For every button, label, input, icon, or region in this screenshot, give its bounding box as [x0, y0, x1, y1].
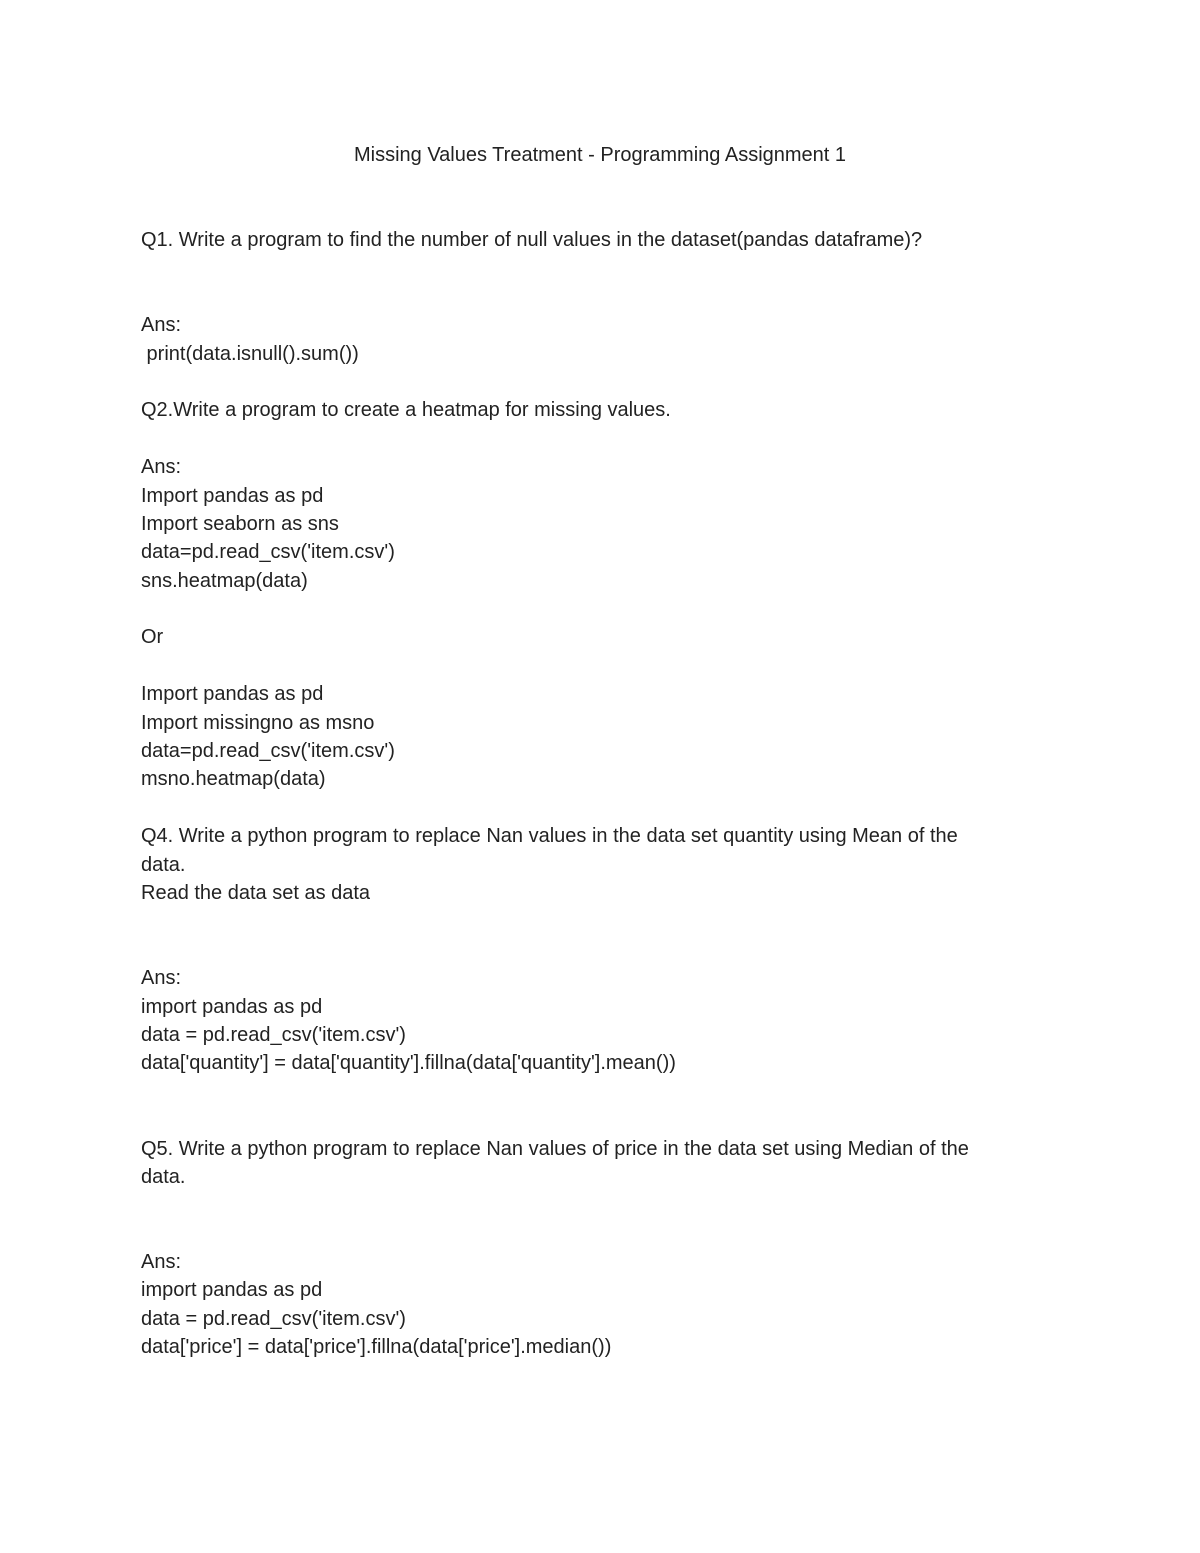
- blank-line: [141, 794, 1041, 822]
- text-line: Or: [141, 626, 164, 649]
- text-line: data=pd.read_csv('item.csv'): [141, 740, 395, 763]
- text-line: Q1. Write a program to find the number of null values in the dataset(pandas dataframe)?: [141, 229, 923, 251]
- blank-line: [141, 368, 1041, 396]
- text-line: Import pandas as pd: [141, 683, 324, 706]
- text-line: data['quantity'] = data['quantity'].fillna(data['quantity'].mean()): [141, 1052, 676, 1075]
- blank-line: [141, 1078, 1041, 1106]
- blank-line: [141, 1106, 1041, 1134]
- text-line: data = pd.read_csv('item.csv'): [141, 1023, 406, 1046]
- text-line: data.: [141, 1165, 186, 1188]
- text-line: Ans:: [141, 456, 182, 479]
- text-line: msno.heatmap(data): [141, 768, 326, 791]
- text-line: Ans:: [141, 314, 182, 337]
- blank-line: [141, 425, 1041, 453]
- text-line: data['price'] = data['price'].fillna(data['price'].median()): [141, 1336, 612, 1359]
- text-line: sns.heatmap(data): [141, 569, 308, 592]
- text-line: data=pd.read_csv('item.csv'): [141, 541, 395, 564]
- blank-line: [141, 283, 1041, 311]
- text-line: data.: [141, 853, 186, 876]
- text-line: Import missingno as msno: [141, 711, 375, 734]
- blank-line: [141, 652, 1041, 680]
- blank-line: [141, 254, 1041, 282]
- text-line: Q2.Write a program to create a heatmap for missing values.: [141, 399, 671, 422]
- text-line: import pandas as pd: [141, 1279, 323, 1302]
- text-line: Ans:: [141, 967, 182, 990]
- document-title: Missing Values Treatment - Programming Assignment 1: [353, 144, 847, 166]
- blank-line: [141, 1191, 1041, 1219]
- text-line: Ans:: [141, 1251, 182, 1274]
- text-line: print(data.isnull().sum()): [141, 342, 359, 365]
- text-line: Q4. Write a python program to replace Nan values in the data set quantity using Mean of the: [141, 825, 958, 848]
- text-line: Import seaborn as sns: [141, 512, 339, 535]
- document-body: [141, 226, 1041, 1362]
- blank-line: [141, 595, 1041, 623]
- text-line: Q5. Write a python program to replace Nan values of price in the data set using Median of the: [141, 1137, 969, 1160]
- text-line: data = pd.read_csv('item.csv'): [141, 1307, 406, 1330]
- blank-line: [141, 907, 1041, 935]
- text-line: import pandas as pd: [141, 995, 323, 1018]
- text-line: Read the data set as data: [141, 881, 371, 904]
- text-line: Import pandas as pd: [141, 484, 324, 507]
- blank-line: [141, 936, 1041, 964]
- blank-line: [141, 1220, 1041, 1248]
